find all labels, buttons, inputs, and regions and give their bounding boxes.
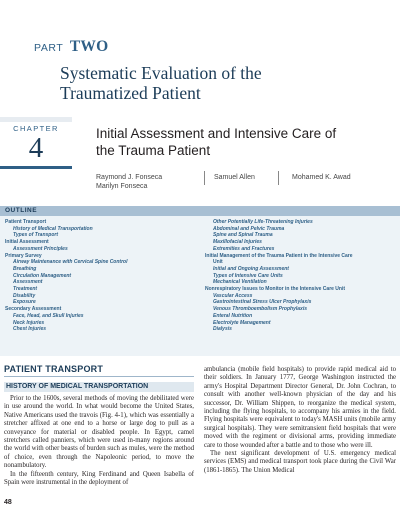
- outline-item: Assessment Principles: [13, 245, 68, 252]
- outline-item: Abdominal and Pelvic Trauma: [213, 225, 285, 232]
- outline-heading: OUTLINE: [5, 207, 38, 214]
- outline-item: Face, Head, and Skull Injuries: [13, 312, 84, 319]
- author-name: Marilyn Fonseca: [96, 183, 148, 190]
- chapter-underline: [0, 166, 72, 169]
- outline-item: History of Medical Transportation: [13, 225, 93, 232]
- author-name: Mohamed K. Awad: [292, 174, 351, 181]
- part-title-line: Systematic Evaluation of the: [60, 63, 262, 83]
- section-rule: [4, 376, 194, 377]
- author-divider: [278, 171, 279, 185]
- outline-item: Vascular Access: [213, 292, 253, 299]
- part-number: TWO: [69, 38, 109, 55]
- outline-item: Primary Survey: [5, 252, 42, 259]
- author-name: Samuel Allen: [214, 174, 255, 181]
- outline-item: Types of Transport: [13, 232, 59, 239]
- outline-item: Breathing: [13, 265, 37, 272]
- chapter-title-line: Initial Assessment and Intensive Care of: [96, 126, 337, 141]
- right-column-text: [204, 366, 396, 475]
- outline-item: Venous Thromboembolism Prophylaxis: [213, 306, 307, 313]
- outline-item: Airway Maintenance with Cervical Spine Control: [13, 259, 128, 266]
- outline-item: Chest Injuries: [13, 326, 47, 333]
- part-word: PART: [34, 42, 64, 54]
- outline-item: Treatment: [13, 286, 38, 293]
- outline-item: Electrolyte Management: [213, 319, 271, 326]
- outline-item: Gastrointestinal Stress Ulcer Prophylaxis: [213, 299, 312, 306]
- author-divider: [204, 171, 205, 185]
- outline-item: Other Potentially Life-Threatening Injuries: [213, 219, 313, 225]
- outline-item: Initial Assessment: [5, 239, 49, 246]
- subheading: HISTORY OF MEDICAL TRANSPORTATION: [6, 383, 149, 390]
- chapter-title: [96, 125, 396, 159]
- chapter-label: CHAPTER: [13, 124, 59, 133]
- body-paragraph: In the fifteenth century, King Ferdinand and Queen Isabella of Spain were instrumental in the deployment of: [4, 470, 194, 487]
- outline-item: Secondary Assessment: [5, 306, 62, 313]
- outline-item: Assessment: [13, 279, 43, 286]
- outline-item: Extremities and Fractures: [213, 245, 275, 252]
- body-paragraph: The next significant development of U.S. emergency medical services (EMS) and medical transport took place during the Civil War (1861-1865). The Union Medical: [204, 450, 396, 474]
- chapter-number: 4: [28, 132, 44, 164]
- outline-item: Mechanical Ventilation: [213, 279, 267, 286]
- part-title-line: Traumatized Patient: [60, 83, 201, 103]
- body-paragraph: ambulancia (mobile field hospitals) to provide rapid medical aid to their soldiers. In January 1777, George Washington instructed the army's Hospital Department Director General, Dr. John Cochran, to consult with another well-known physician of the day and his successor, Dr. William Shippen, to reorganize the medical system, including the flying hospitals, to accompany his armies in the field. Flying hospitals were equivalent to today's MASH units (mobile army surgical hospitals). They were semitransient field hospitals that were moved with the regiment or divisional arms, providing immediate care to those wounded after a battle and to those who were ill.: [204, 366, 396, 449]
- part-label: [34, 38, 108, 56]
- outline-item: Patient Transport: [5, 219, 47, 225]
- section-heading: PATIENT TRANSPORT: [4, 364, 104, 374]
- outline-item: Spine and Spinal Trauma: [213, 232, 273, 239]
- outline-item: Enteral Nutrition: [213, 312, 253, 319]
- outline-item: Maxillofacial Injuries: [213, 239, 262, 246]
- outline-item: Disability: [13, 292, 36, 299]
- part-title: [60, 63, 380, 103]
- outline-item: Dialysis: [213, 326, 232, 333]
- left-column-text: [4, 395, 194, 487]
- outline-right-column: [205, 219, 395, 333]
- outline-item: Circulation Management: [13, 272, 72, 279]
- outline-item: Initial Management of the Trauma Patient in the Intensive Care: [205, 252, 353, 259]
- outline-item: Neck Injuries: [13, 319, 45, 326]
- outline-item: Types of Intensive Care Units: [213, 272, 283, 279]
- outline-item: Nonrespiratory Issues to Monitor in the Intensive Care Unit: [205, 286, 346, 293]
- outline-item: Initial and Ongoing Assessment: [213, 265, 289, 272]
- chapter-top-rule: [0, 117, 72, 122]
- page-number: 48: [4, 499, 12, 506]
- chapter-title-line: the Trauma Patient: [96, 143, 211, 158]
- outline-left-column: [5, 219, 201, 333]
- outline-item: Unit: [213, 259, 223, 266]
- outline-item: Exposure: [13, 299, 36, 306]
- outline-header-bar: [0, 206, 400, 216]
- author-name: Raymond J. Fonseca: [96, 174, 163, 181]
- body-paragraph: Prior to the 1600s, several methods of moving the debilitated were in use around the world. In what would become the United States, Native Americans used the travois (Fig. 4-1), which was essentially a stretcher affixed at one end to a horse or large dog to pull as a conveyance for material or disabled people. In Egypt, camel stretchers called panniers, which were used in-many regions around the world with other beasts of burden such as mules, were the method of choice, even through the Napoleonic period, to move the nonambulatory.: [4, 395, 194, 470]
